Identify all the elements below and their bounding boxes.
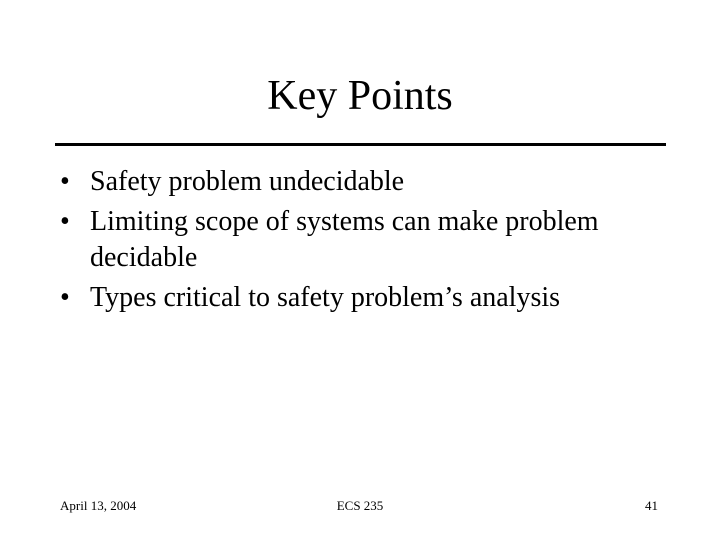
bullet-text: Safety problem undecidable (90, 166, 405, 197)
bullet-icon: • (60, 166, 70, 197)
bullet-item (60, 204, 680, 276)
bullet-list (60, 164, 680, 320)
bullet-icon: • (60, 206, 70, 237)
bullet-item (60, 280, 680, 316)
title-divider (55, 143, 666, 146)
footer-date: April 13, 2004 (60, 498, 137, 513)
slide-title: Key Points (267, 73, 453, 119)
footer-course: ECS 235 (336, 498, 384, 513)
bullet-text: Limiting scope of systems can make problem decidable (90, 206, 599, 273)
footer-page-number: 41 (645, 498, 658, 513)
bullet-item (60, 164, 680, 200)
bullet-text: Types critical to safety problem’s analysis (90, 282, 561, 313)
bullet-icon: • (60, 282, 70, 313)
